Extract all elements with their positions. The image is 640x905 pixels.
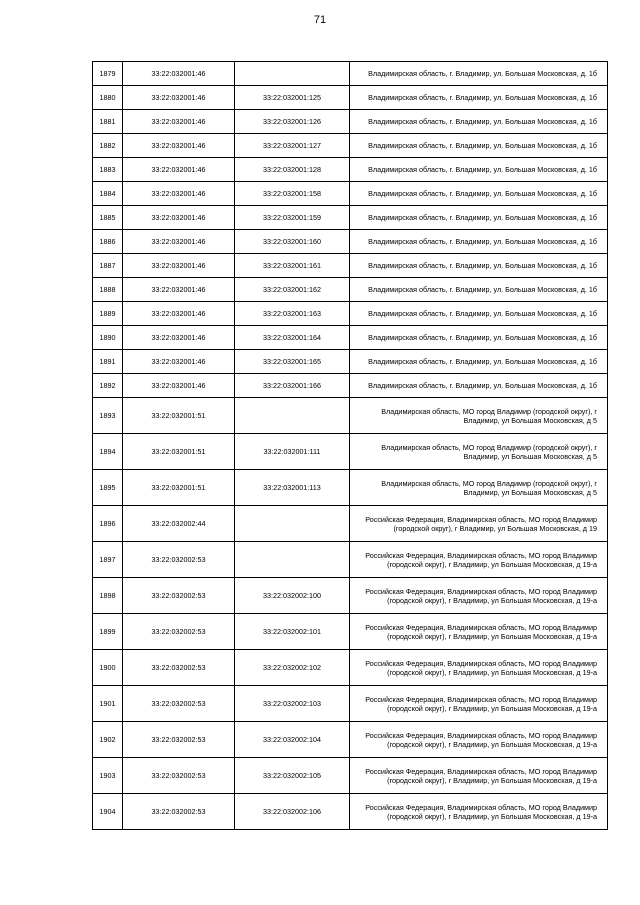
row-number-cell: 1894 (93, 434, 123, 470)
address-cell: Российская Федерация, Владимирская область, МО город Владимир (городской округ), г Владимир, ул Большая Московская, д 19-а (350, 794, 608, 830)
quarter-number-cell: 33:22:032001:51 (123, 470, 235, 506)
table-row (93, 506, 608, 542)
address-cell: Владимирская область, г. Владимир, ул. Большая Московская, д. 1б (350, 206, 608, 230)
row-number-cell: 1896 (93, 506, 123, 542)
row-number-cell: 1887 (93, 254, 123, 278)
table-row (93, 722, 608, 758)
row-number-cell: 1900 (93, 650, 123, 686)
quarter-number-cell: 33:22:032002:44 (123, 506, 235, 542)
table-row (93, 542, 608, 578)
table-row (93, 158, 608, 182)
cadastral-number-cell (235, 62, 350, 86)
quarter-number-cell: 33:22:032001:51 (123, 398, 235, 434)
quarter-number-cell: 33:22:032002:53 (123, 614, 235, 650)
address-cell: Владимирская область, г. Владимир, ул. Большая Московская, д. 1б (350, 230, 608, 254)
row-number-cell: 1885 (93, 206, 123, 230)
cadastral-number-cell: 33:22:032001:113 (235, 470, 350, 506)
cadastral-number-cell (235, 398, 350, 434)
quarter-number-cell: 33:22:032002:53 (123, 542, 235, 578)
row-number-cell: 1902 (93, 722, 123, 758)
table-row (93, 206, 608, 230)
row-number-cell: 1888 (93, 278, 123, 302)
row-number-cell: 1889 (93, 302, 123, 326)
address-cell: Владимирская область, г. Владимир, ул. Большая Московская, д. 1б (350, 302, 608, 326)
table-row (93, 794, 608, 830)
cadastral-number-cell: 33:22:032001:127 (235, 134, 350, 158)
quarter-number-cell: 33:22:032002:53 (123, 650, 235, 686)
quarter-number-cell: 33:22:032001:46 (123, 62, 235, 86)
row-number-cell: 1892 (93, 374, 123, 398)
row-number-cell: 1904 (93, 794, 123, 830)
address-cell: Владимирская область, МО город Владимир (городской округ), г Владимир, ул Большая Московская, д 5 (350, 398, 608, 434)
cadastral-number-cell: 33:22:032002:101 (235, 614, 350, 650)
table-row (93, 134, 608, 158)
row-number-cell: 1880 (93, 86, 123, 110)
table-row (93, 578, 608, 614)
cadastral-number-cell: 33:22:032001:163 (235, 302, 350, 326)
quarter-number-cell: 33:22:032001:46 (123, 326, 235, 350)
address-cell: Владимирская область, МО город Владимир (городской округ), г Владимир, ул Большая Московская, д 5 (350, 470, 608, 506)
address-cell: Российская Федерация, Владимирская область, МО город Владимир (городской округ), г Владимир, ул Большая Московская, д 19-а (350, 614, 608, 650)
row-number-cell: 1891 (93, 350, 123, 374)
cadastral-number-cell: 33:22:032001:159 (235, 206, 350, 230)
cadastral-number-cell: 33:22:032001:128 (235, 158, 350, 182)
address-cell: Российская Федерация, Владимирская область, МО город Владимир (городской округ), г Владимир, ул Большая Московская, д 19-а (350, 758, 608, 794)
cadastral-number-cell: 33:22:032001:111 (235, 434, 350, 470)
quarter-number-cell: 33:22:032002:53 (123, 722, 235, 758)
cadastral-table (92, 61, 608, 830)
cadastral-number-cell: 33:22:032001:160 (235, 230, 350, 254)
cadastral-number-cell: 33:22:032001:164 (235, 326, 350, 350)
address-cell: Владимирская область, г. Владимир, ул. Большая Московская, д. 1б (350, 278, 608, 302)
row-number-cell: 1897 (93, 542, 123, 578)
address-cell: Владимирская область, г. Владимир, ул. Большая Московская, д. 1б (350, 86, 608, 110)
row-number-cell: 1901 (93, 686, 123, 722)
quarter-number-cell: 33:22:032001:46 (123, 206, 235, 230)
address-cell: Российская Федерация, Владимирская область, МО город Владимир (городской округ), г Владимир, ул Большая Московская, д 19-а (350, 722, 608, 758)
cadastral-number-cell: 33:22:032002:100 (235, 578, 350, 614)
address-cell: Российская Федерация, Владимирская область, МО город Владимир (городской округ), г Владимир, ул Большая Московская, д 19-а (350, 578, 608, 614)
cadastral-number-cell: 33:22:032002:103 (235, 686, 350, 722)
cadastral-number-cell: 33:22:032002:102 (235, 650, 350, 686)
address-cell: Владимирская область, г. Владимир, ул. Большая Московская, д. 1б (350, 182, 608, 206)
row-number-cell: 1899 (93, 614, 123, 650)
table-row (93, 278, 608, 302)
cadastral-number-cell: 33:22:032001:166 (235, 374, 350, 398)
table-row (93, 326, 608, 350)
table-row (93, 398, 608, 434)
address-cell: Владимирская область, г. Владимир, ул. Большая Московская, д. 1б (350, 254, 608, 278)
address-cell: Владимирская область, МО город Владимир (городской округ), г Владимир, ул Большая Московская, д 5 (350, 434, 608, 470)
address-cell: Российская Федерация, Владимирская область, МО город Владимир (городской округ), г Владимир, ул Большая Московская, д 19 (350, 506, 608, 542)
cadastral-number-cell: 33:22:032001:165 (235, 350, 350, 374)
cadastral-number-cell: 33:22:032001:125 (235, 86, 350, 110)
cadastral-number-cell: 33:22:032002:105 (235, 758, 350, 794)
cadastral-number-cell (235, 506, 350, 542)
row-number-cell: 1903 (93, 758, 123, 794)
quarter-number-cell: 33:22:032001:46 (123, 110, 235, 134)
table-row (93, 350, 608, 374)
address-cell: Владимирская область, г. Владимир, ул. Большая Московская, д. 1б (350, 134, 608, 158)
quarter-number-cell: 33:22:032001:46 (123, 374, 235, 398)
quarter-number-cell: 33:22:032001:46 (123, 302, 235, 326)
row-number-cell: 1882 (93, 134, 123, 158)
quarter-number-cell: 33:22:032002:53 (123, 758, 235, 794)
quarter-number-cell: 33:22:032001:46 (123, 254, 235, 278)
quarter-number-cell: 33:22:032001:46 (123, 230, 235, 254)
quarter-number-cell: 33:22:032002:53 (123, 578, 235, 614)
row-number-cell: 1886 (93, 230, 123, 254)
quarter-number-cell: 33:22:032001:46 (123, 134, 235, 158)
table-row (93, 62, 608, 86)
table-row (93, 686, 608, 722)
cadastral-number-cell: 33:22:032002:106 (235, 794, 350, 830)
row-number-cell: 1895 (93, 470, 123, 506)
quarter-number-cell: 33:22:032001:46 (123, 86, 235, 110)
row-number-cell: 1884 (93, 182, 123, 206)
cadastral-number-cell: 33:22:032001:161 (235, 254, 350, 278)
table-row (93, 182, 608, 206)
table-body (93, 62, 608, 830)
row-number-cell: 1893 (93, 398, 123, 434)
address-cell: Российская Федерация, Владимирская область, МО город Владимир (городской округ), г Владимир, ул Большая Московская, д 19-а (350, 650, 608, 686)
row-number-cell: 1883 (93, 158, 123, 182)
row-number-cell: 1898 (93, 578, 123, 614)
quarter-number-cell: 33:22:032001:51 (123, 434, 235, 470)
cadastral-number-cell: 33:22:032002:104 (235, 722, 350, 758)
table-row (93, 110, 608, 134)
row-number-cell: 1879 (93, 62, 123, 86)
address-cell: Владимирская область, г. Владимир, ул. Большая Московская, д. 1б (350, 374, 608, 398)
address-cell: Российская Федерация, Владимирская область, МО город Владимир (городской округ), г Владимир, ул Большая Московская, д 19-а (350, 686, 608, 722)
cadastral-number-cell (235, 542, 350, 578)
address-cell: Владимирская область, г. Владимир, ул. Большая Московская, д. 1б (350, 110, 608, 134)
table-row (93, 302, 608, 326)
page-number: 71 (313, 14, 327, 26)
row-number-cell: 1881 (93, 110, 123, 134)
row-number-cell: 1890 (93, 326, 123, 350)
quarter-number-cell: 33:22:032001:46 (123, 350, 235, 374)
quarter-number-cell: 33:22:032001:46 (123, 182, 235, 206)
table-row (93, 434, 608, 470)
address-cell: Владимирская область, г. Владимир, ул. Большая Московская, д. 1б (350, 158, 608, 182)
table-row (93, 230, 608, 254)
table-row (93, 374, 608, 398)
table-row (93, 758, 608, 794)
table-row (93, 650, 608, 686)
address-cell: Российская Федерация, Владимирская область, МО город Владимир (городской округ), г Владимир, ул Большая Московская, д 19-а (350, 542, 608, 578)
address-cell: Владимирская область, г. Владимир, ул. Большая Московская, д. 1б (350, 326, 608, 350)
quarter-number-cell: 33:22:032002:53 (123, 794, 235, 830)
cadastral-number-cell: 33:22:032001:162 (235, 278, 350, 302)
cadastral-number-cell: 33:22:032001:126 (235, 110, 350, 134)
address-cell: Владимирская область, г. Владимир, ул. Большая Московская, д. 1б (350, 62, 608, 86)
quarter-number-cell: 33:22:032001:46 (123, 278, 235, 302)
quarter-number-cell: 33:22:032001:46 (123, 158, 235, 182)
table-row (93, 470, 608, 506)
table-row (93, 614, 608, 650)
table-row (93, 86, 608, 110)
quarter-number-cell: 33:22:032002:53 (123, 686, 235, 722)
table-row (93, 254, 608, 278)
cadastral-number-cell: 33:22:032001:158 (235, 182, 350, 206)
address-cell: Владимирская область, г. Владимир, ул. Большая Московская, д. 1б (350, 350, 608, 374)
